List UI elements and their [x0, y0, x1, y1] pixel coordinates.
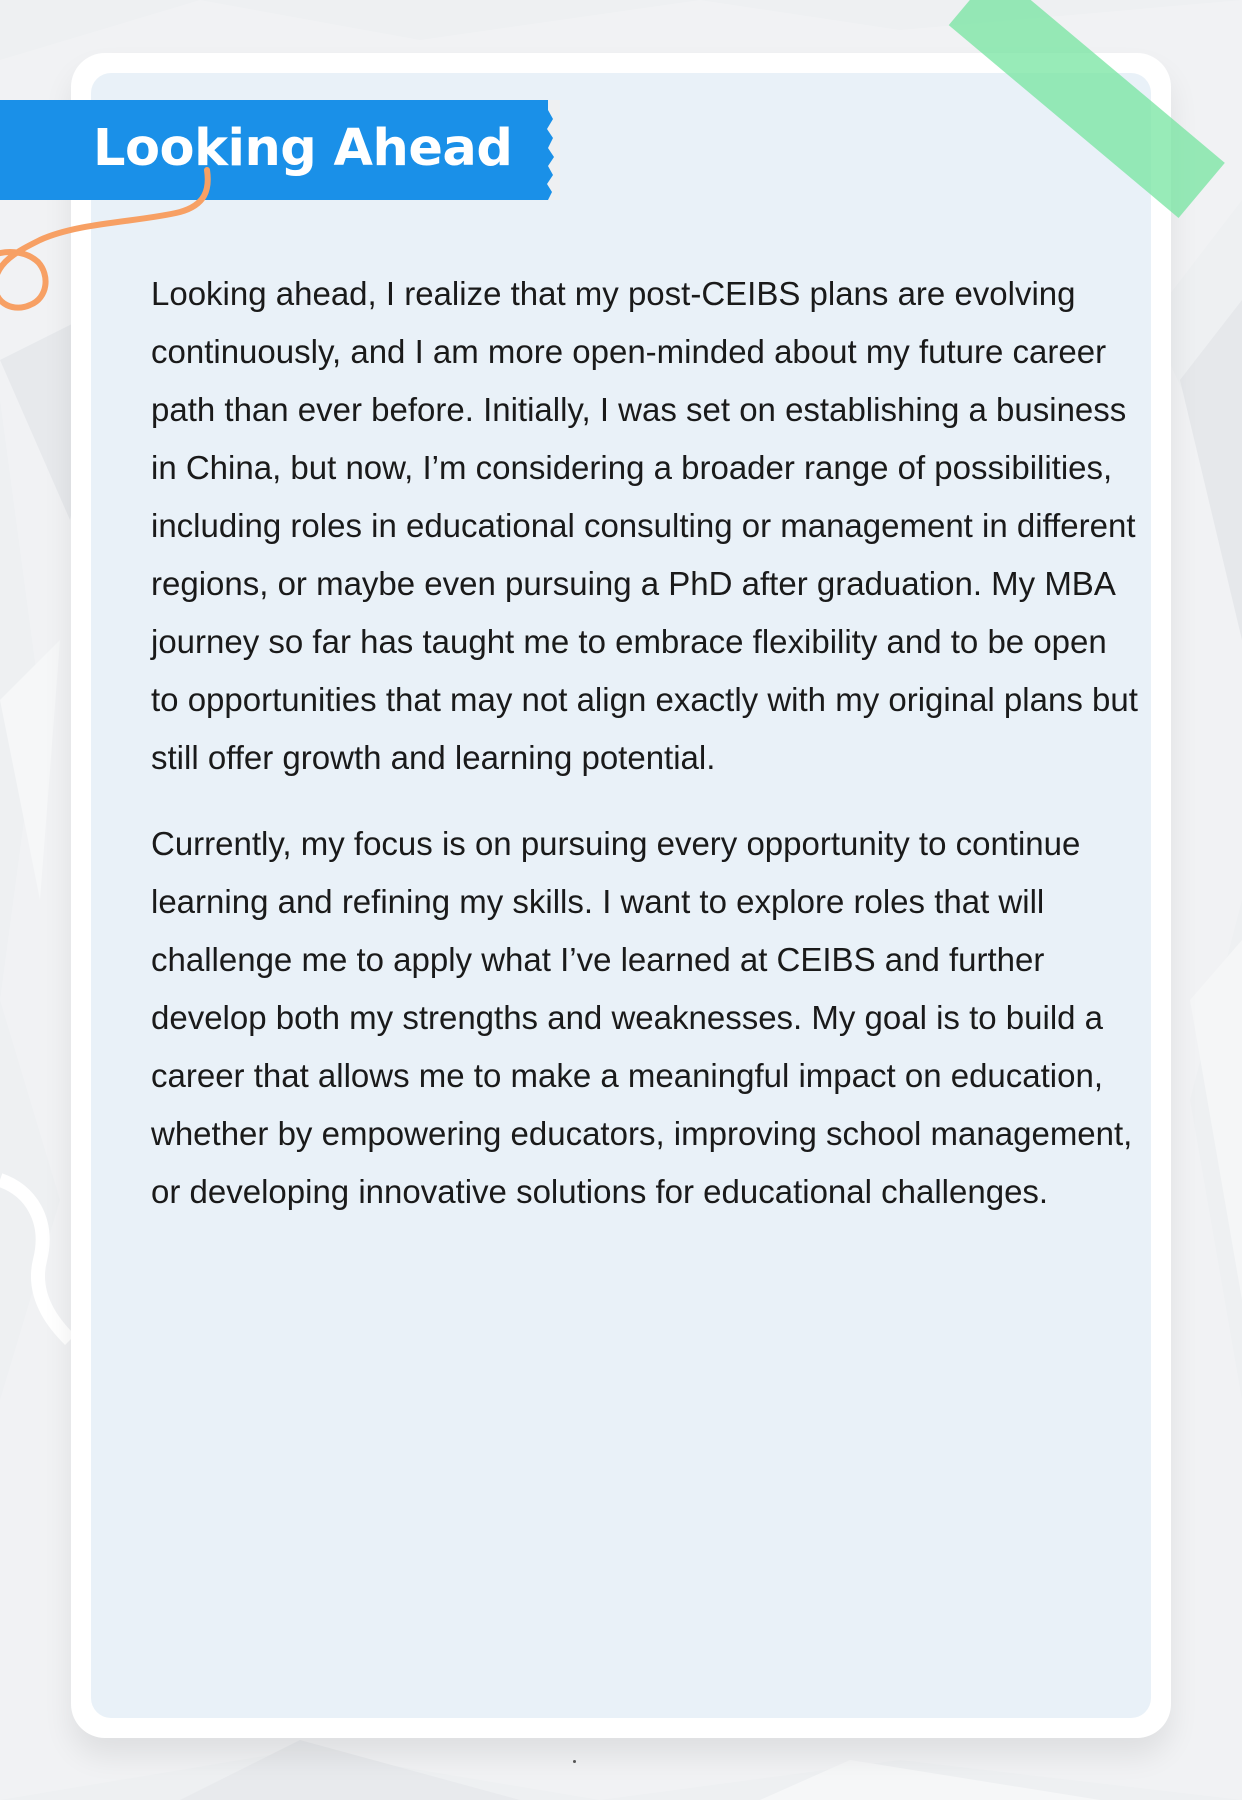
- paragraph-2: Currently, my focus is on pursuing every opportunity to continue learning and refining my skills. I want to explore roles that will challenge me to apply what I’ve learned at CEIBS and further develop both my strengths and weaknesses. My goal is to build a career that allows me to make a meaningful impact on education, whether by empowering educators, improving school management, or developing innovative solutions for educational challenges.: [151, 825, 1133, 1210]
- page-title: Looking Ahead: [93, 119, 513, 178]
- paragraph-1: Looking ahead, I realize that my post-CEIBS plans are evolving continuously, and I am more open-minded about my future career path than ever before. Initially, I was set on establishing a business in China, but now, I’m considering a broader range of possibilities, including roles in educational consulting or management in different regions, or maybe even pursuing a PhD after graduation. My MBA journey so far has taught me to embrace flexibility and to be open to opportunities that may not align exactly with my original plans but still offer growth and learning potential.: [151, 275, 1138, 776]
- article-body: [151, 265, 1141, 1249]
- speck: [573, 1760, 576, 1763]
